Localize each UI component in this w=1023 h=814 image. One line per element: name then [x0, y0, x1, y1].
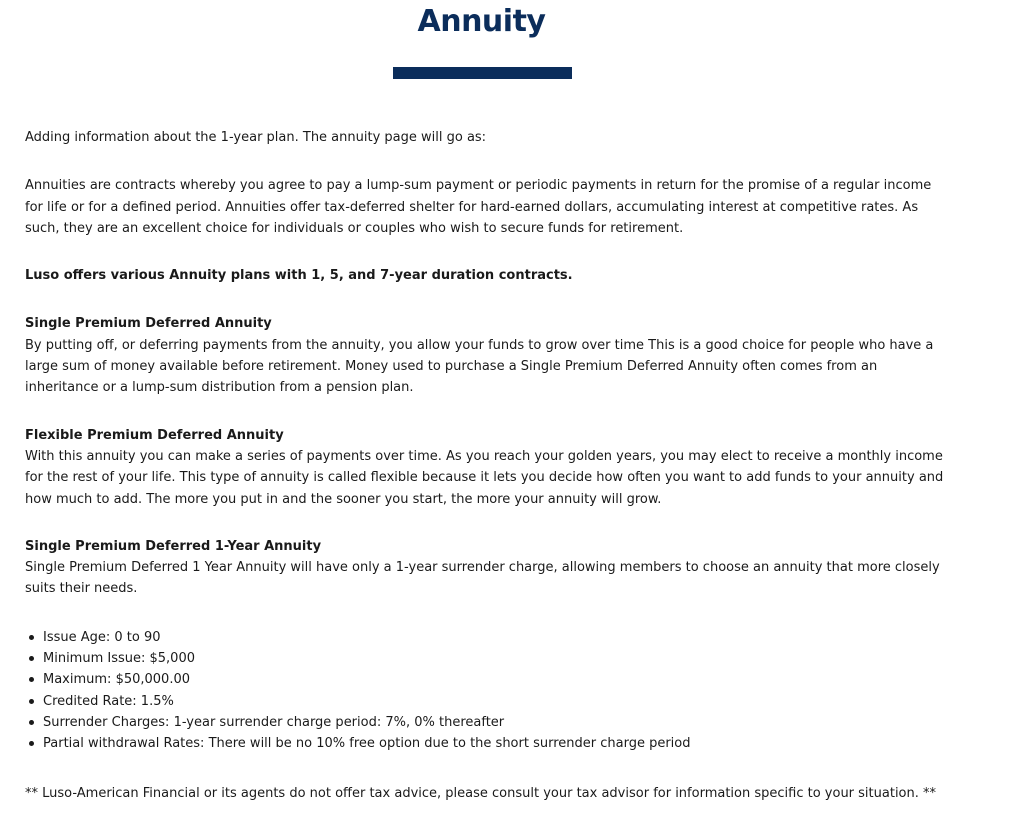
- list-item-text: Partial withdrawal Rates: There will be no 10% free option due to the short surrender charge period: [43, 736, 691, 752]
- list-item: [25, 648, 950, 669]
- list-item: [25, 733, 950, 754]
- section-one-year: [25, 536, 950, 600]
- section-flexible-premium: [25, 425, 950, 510]
- list-item-text: Credited Rate: 1.5%: [43, 693, 174, 709]
- list-item-text: Maximum: $50,000.00: [43, 672, 190, 688]
- bullet-icon: [29, 741, 34, 746]
- plan-details-list: [25, 627, 950, 755]
- list-item: [25, 691, 950, 712]
- bullet-icon: [29, 656, 34, 661]
- disclaimer-text: ** Luso-American Financial or its agents do not offer tax advice, please consult your tax advisor for information specific to your situation. **: [25, 785, 937, 801]
- list-item-text: Surrender Charges: 1-year surrender charge period: 7%, 0% thereafter: [43, 714, 505, 730]
- page-title: Annuity: [417, 4, 546, 39]
- bullet-icon: [29, 677, 34, 682]
- section-single-premium: [25, 313, 950, 398]
- section-heading: Single Premium Deferred 1-Year Annuity: [25, 538, 322, 554]
- section-heading: Single Premium Deferred Annuity: [25, 316, 272, 332]
- plans-summary: Luso offers various Annuity plans with 1, 5, and 7-year duration contracts.: [25, 268, 573, 284]
- list-item-text: Issue Age: 0 to 90: [43, 629, 161, 645]
- list-item: [25, 627, 950, 648]
- description-text: Annuities are contracts whereby you agree to pay a lump-sum payment or periodic payments in return for the promise of a regular income for life or for a defined period. Annuities offer tax-deferred shelter for hard-earned dollars, accumulating interest at competitive rates. As such, they are an excellent choice for individuals or couples who wish to secure funds for retirement.: [25, 178, 932, 236]
- bullet-icon: [29, 720, 34, 725]
- intro-text: Adding information about the 1-year plan. The annuity page will go as:: [25, 130, 487, 145]
- list-item-text: Minimum Issue: $5,000: [43, 651, 195, 667]
- content-area: [25, 127, 950, 804]
- bullet-icon: [29, 699, 34, 704]
- section-heading: Flexible Premium Deferred Annuity: [25, 427, 284, 443]
- list-item: [25, 669, 950, 690]
- section-body: By putting off, or deferring payments from the annuity, you allow your funds to grow over time This is a good choice for people who have a large sum of money available before retirement. Money used to purchase a Single Premium Deferred Annuity often comes from an inheritance or a lump-sum distribution from a pension plan.: [25, 337, 934, 396]
- title-underline-bar: [393, 67, 572, 79]
- section-body: With this annuity you can make a series of payments over time. As you reach your golden years, you may elect to receive a monthly income for the rest of your life. This type of annuity is called flexible because it lets you decide how often you want to add funds to your annuity and how much to add. The more you put in and the sooner you start, the more your annuity will grow.: [25, 448, 944, 507]
- section-body: Single Premium Deferred 1 Year Annuity will have only a 1-year surrender charge, allowing members to choose an annuity that more closely suits their needs.: [25, 560, 940, 597]
- list-item: [25, 712, 950, 733]
- bullet-icon: [29, 635, 34, 640]
